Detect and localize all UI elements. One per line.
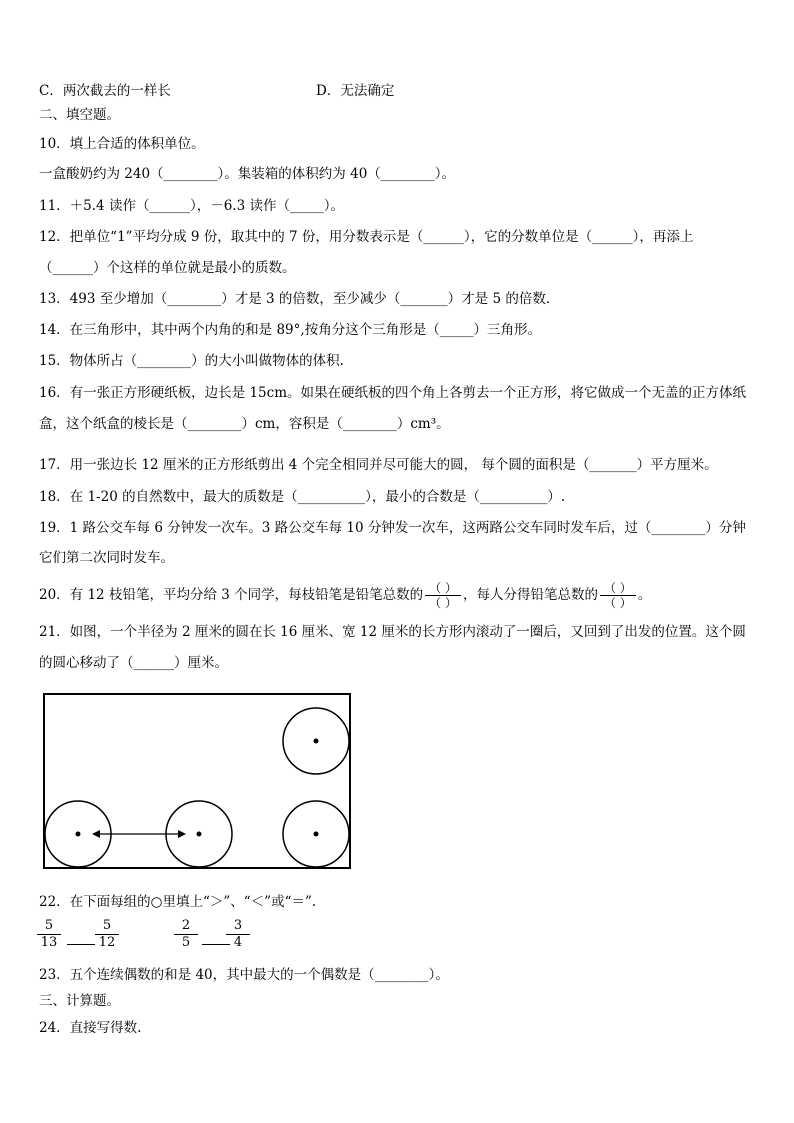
blank-fraction-1	[425, 581, 461, 610]
fraction-a-den: 13	[40, 935, 58, 950]
fraction-c	[174, 918, 198, 951]
fraction-b-den: 12	[98, 935, 116, 950]
compare-group-2	[174, 918, 264, 962]
fraction-d	[226, 918, 250, 951]
blank-fraction-2-den: （ ）	[603, 596, 632, 610]
question-16-line1: 16．有一张正方形硬纸板，边长是 15cm。如果在硬纸板的四个角上各剪去一个正方形，将它做成一个无盖的正方体纸	[39, 385, 747, 401]
question-21-line1: 21．如图，一个半径为 2 厘米的圆在长 16 厘米、宽 12 厘米的长方形内滚动了一圈后，又回到了出发的位置。这个圆	[39, 624, 746, 640]
fraction-b	[95, 918, 119, 951]
fraction-b-num: 5	[95, 918, 119, 935]
fraction-c-num: 2	[174, 918, 198, 935]
rolling-circle-diagram	[40, 690, 356, 872]
fraction-a	[37, 918, 61, 951]
question-21-line2: 的圆心移动了（______）厘米。	[39, 655, 228, 671]
section-calculation-title: 三、计算题。	[39, 993, 120, 1009]
question-10-body: 一盒酸奶约为 240（________）。集装箱的体积约为 40（________）。	[39, 166, 456, 182]
question-10: 10．填上合适的体积单位。	[39, 136, 205, 152]
question-24: 24．直接写得数.	[39, 1020, 142, 1036]
question-20-text-b: ，每人分得铅笔总数的	[462, 587, 598, 603]
question-14: 14．在三角形中，其中两个内角的和是 89°,按角分这个三角形是（_____）三角形。	[39, 322, 541, 338]
fraction-d-num: 3	[226, 918, 250, 935]
circle-center-dot	[314, 739, 319, 744]
question-13: 13．493 至少增加（________）才是 3 的倍数，至少减少（_______）才是 5 的倍数．	[39, 291, 560, 307]
question-22: 22．在下面每组的○里填上“＞”、“＜”或“＝”.	[39, 894, 317, 910]
fraction-a-num: 5	[37, 918, 61, 935]
circle-center-dot	[197, 832, 202, 837]
question-16-line2: 盒，这个纸盒的棱长是（________）cm，容积是（________）cm³。	[39, 416, 450, 432]
question-19-line1: 19．1 路公交车每 6 分钟发一次车。3 路公交车每 10 分钟发一次车，这两路公交车同时发车后，过（________）分钟	[39, 520, 746, 536]
arrow-head-left	[92, 830, 100, 838]
question-19-line2: 它们第二次同时发车。	[39, 550, 174, 566]
blank-fraction-1-num: （ ）	[425, 581, 461, 596]
question-23: 23．五个连续偶数的和是 40，其中最大的一个偶数是（________）。	[39, 967, 449, 983]
rectangle-frame	[44, 694, 350, 868]
question-15: 15．物体所占（________）的大小叫做物体的体积.	[39, 353, 344, 369]
option-c: C．两次截去的一样长	[39, 83, 171, 99]
circle-center-dot	[76, 832, 81, 837]
question-18: 18．在 1-20 的自然数中，最大的质数是（__________），最小的合数是（__________）.	[39, 489, 566, 505]
blank-fraction-1-den: （ ）	[429, 596, 457, 610]
question-20-text-a: 20．有 12 枝铅笔，平均分给 3 个同学，每枝铅笔是铅笔总数的	[39, 587, 424, 603]
arrow-head-right	[178, 830, 186, 838]
fraction-d-den: 4	[233, 935, 243, 950]
blank-fraction-2	[600, 581, 636, 610]
question-11: 11．＋5.4 读作（______），－6.3 读作（_____）。	[39, 198, 344, 214]
blank-fraction-2-num: （ ）	[600, 581, 636, 596]
circle-center-dot	[314, 832, 319, 837]
question-20-text-c: 。	[637, 587, 652, 603]
question-12-line2: （______）个这样的单位就是最小的质数。	[39, 260, 296, 276]
question-12-line1: 12．把单位“1”平均分成 9 份，取其中的 7 份，用分数表示是（______），它的分数单位是（______），再添上	[39, 229, 694, 245]
compare-blank	[67, 944, 95, 945]
question-20	[39, 578, 651, 612]
section-fill-blank-title: 二、填空题。	[39, 107, 120, 123]
option-d: D．无法确定	[316, 83, 395, 99]
question-17: 17．用一张边长 12 厘米的正方形纸剪出 4 个完全相同并尽可能大的圆， 每个圆的面积是（_______）平方厘米。	[39, 457, 718, 473]
compare-group-1	[37, 918, 127, 962]
fraction-c-den: 5	[181, 935, 191, 950]
